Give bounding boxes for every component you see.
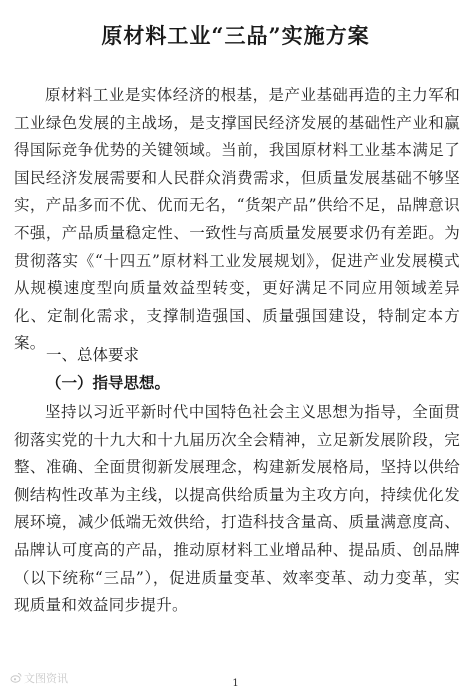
document-title: 原材料工业“三品”实施方案: [101, 23, 370, 48]
page-number: 1: [232, 678, 239, 689]
watermark-text: 文图资讯: [24, 672, 68, 685]
subsection-heading: （一）指导思想。: [46, 373, 171, 392]
intro-paragraph: 原材料工业是实体经济的根基，是产业基础再造的主力军和工业绿色发展的主战场，是支撑国民经济发展的基础性产业和赢得国际竞争优势的关键领域。当前，我国原材料工业基本满足了国民经济发展需要和人民群众消费需求，但质量发展基础不够坚实，产品多而不优、优而无名，“货架产品”供给不足，品牌意识不强，产品质量稳定性、一致性与高质量发展要求仍有差距。为贯彻落实《“十四五”原材料工业发展规划》，促进产业发展模式从规模速度型向质量效益型转变，更好满足不同应用领域差异化、定制化需求，支撑制造强国、质量强国建设，特制定本方案。: [14, 86, 460, 353]
guideline-paragraph: 坚持以习近平新时代中国特色社会主义思想为指导，全面贯彻落实党的十九大和十九届历次全会精神，立足新发展阶段，完整、准确、全面贯彻新发展理念，构建新发展格局，坚持以供给侧结构性改革为主线，以提高供给质量为主攻方向，持续优化发展环境，减少低端无效供给，打造科技含量高、质量满意度高、品牌认可度高的产品，推动原材料工业增品种、提品质、创品牌（以下统称“三品”），促进质量变革、效率变革、动力变革，实现质量和效益同步提升。: [14, 403, 460, 615]
section-heading: 一、总体要求: [46, 346, 140, 364]
